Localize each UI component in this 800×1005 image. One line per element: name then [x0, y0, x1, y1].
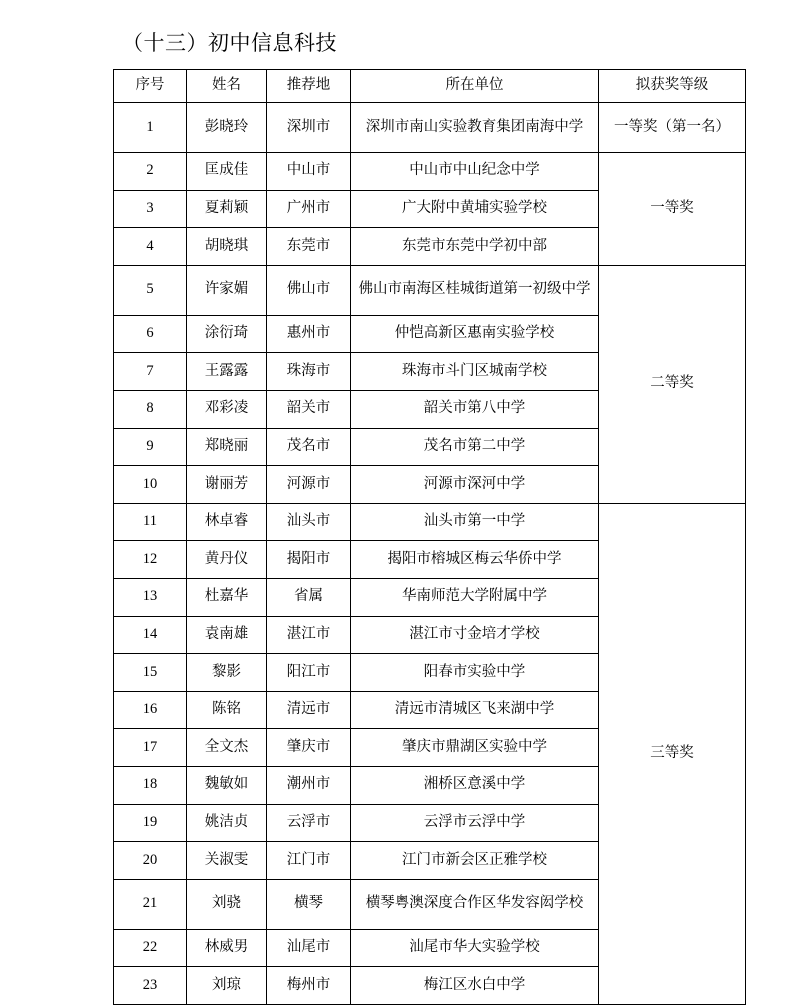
page-title: （十三）初中信息科技: [122, 31, 337, 55]
column-header-no: 序号: [114, 70, 187, 103]
cell-recommend-area: 横琴: [267, 879, 351, 929]
cell-work-unit: 江门市新会区正雅学校: [351, 842, 599, 880]
cell-work-unit: 湘桥区意溪中学: [351, 766, 599, 804]
cell-teacher-name: 魏敏如: [187, 766, 267, 804]
cell-sequence-number: 23: [114, 967, 187, 1005]
cell-sequence-number: 4: [114, 228, 187, 266]
cell-teacher-name: 夏莉颖: [187, 190, 267, 228]
cell-recommend-area: 湛江市: [267, 616, 351, 654]
cell-recommend-area: 汕头市: [267, 503, 351, 541]
cell-work-unit: 清远市清城区飞来湖中学: [351, 691, 599, 729]
cell-sequence-number: 7: [114, 353, 187, 391]
cell-award-level: 一等奖（第一名）: [599, 103, 746, 153]
cell-work-unit: 佛山市南海区桂城街道第一初级中学: [351, 265, 599, 315]
cell-recommend-area: 佛山市: [267, 265, 351, 315]
cell-work-unit: 中山市中山纪念中学: [351, 153, 599, 191]
cell-teacher-name: 林卓睿: [187, 503, 267, 541]
cell-recommend-area: 中山市: [267, 153, 351, 191]
cell-recommend-area: 梅州市: [267, 967, 351, 1005]
cell-sequence-number: 16: [114, 691, 187, 729]
cell-work-unit: 汕头市第一中学: [351, 503, 599, 541]
cell-recommend-area: 茂名市: [267, 428, 351, 466]
column-header-name: 姓名: [187, 70, 267, 103]
cell-sequence-number: 20: [114, 842, 187, 880]
cell-teacher-name: 刘骁: [187, 879, 267, 929]
cell-sequence-number: 18: [114, 766, 187, 804]
column-header-award: 拟获奖等级: [599, 70, 746, 103]
cell-award-level: 一等奖: [599, 153, 746, 266]
column-header-unit: 所在单位: [351, 70, 599, 103]
cell-recommend-area: 揭阳市: [267, 541, 351, 579]
cell-award-level: 三等奖: [599, 503, 746, 1004]
cell-work-unit: 广大附中黄埔实验学校: [351, 190, 599, 228]
cell-work-unit: 深圳市南山实验教育集团南海中学: [351, 103, 599, 153]
cell-recommend-area: 云浮市: [267, 804, 351, 842]
cell-recommend-area: 珠海市: [267, 353, 351, 391]
cell-teacher-name: 全文杰: [187, 729, 267, 767]
cell-work-unit: 肇庆市鼎湖区实验中学: [351, 729, 599, 767]
cell-teacher-name: 黎影: [187, 654, 267, 692]
column-header-area: 推荐地: [267, 70, 351, 103]
cell-recommend-area: 韶关市: [267, 390, 351, 428]
cell-sequence-number: 12: [114, 541, 187, 579]
cell-work-unit: 揭阳市榕城区梅云华侨中学: [351, 541, 599, 579]
cell-work-unit: 阳春市实验中学: [351, 654, 599, 692]
table-row: [114, 503, 746, 541]
cell-sequence-number: 10: [114, 466, 187, 504]
cell-recommend-area: 江门市: [267, 842, 351, 880]
cell-work-unit: 珠海市斗门区城南学校: [351, 353, 599, 391]
cell-sequence-number: 22: [114, 929, 187, 967]
cell-work-unit: 河源市深河中学: [351, 466, 599, 504]
cell-teacher-name: 彭晓玲: [187, 103, 267, 153]
cell-recommend-area: 清远市: [267, 691, 351, 729]
cell-recommend-area: 阳江市: [267, 654, 351, 692]
cell-sequence-number: 3: [114, 190, 187, 228]
cell-teacher-name: 匡成佳: [187, 153, 267, 191]
cell-sequence-number: 19: [114, 804, 187, 842]
cell-work-unit: 韶关市第八中学: [351, 390, 599, 428]
cell-sequence-number: 14: [114, 616, 187, 654]
cell-sequence-number: 6: [114, 315, 187, 353]
table-header-row: [114, 70, 746, 103]
cell-recommend-area: 肇庆市: [267, 729, 351, 767]
cell-recommend-area: 河源市: [267, 466, 351, 504]
award-recommendation-table: [113, 69, 746, 1005]
cell-work-unit: 云浮市云浮中学: [351, 804, 599, 842]
table-header: [114, 70, 746, 103]
cell-teacher-name: 关淑雯: [187, 842, 267, 880]
cell-sequence-number: 5: [114, 265, 187, 315]
cell-sequence-number: 17: [114, 729, 187, 767]
cell-sequence-number: 15: [114, 654, 187, 692]
cell-award-level: 二等奖: [599, 265, 746, 503]
cell-sequence-number: 21: [114, 879, 187, 929]
cell-teacher-name: 邓彩凌: [187, 390, 267, 428]
cell-work-unit: 湛江市寸金培才学校: [351, 616, 599, 654]
table-row: [114, 103, 746, 153]
cell-recommend-area: 汕尾市: [267, 929, 351, 967]
cell-teacher-name: 杜嘉华: [187, 578, 267, 616]
cell-recommend-area: 深圳市: [267, 103, 351, 153]
cell-sequence-number: 11: [114, 503, 187, 541]
cell-sequence-number: 1: [114, 103, 187, 153]
cell-recommend-area: 省属: [267, 578, 351, 616]
cell-teacher-name: 谢丽芳: [187, 466, 267, 504]
cell-recommend-area: 东莞市: [267, 228, 351, 266]
cell-recommend-area: 广州市: [267, 190, 351, 228]
cell-work-unit: 梅江区水白中学: [351, 967, 599, 1005]
cell-recommend-area: 惠州市: [267, 315, 351, 353]
cell-sequence-number: 13: [114, 578, 187, 616]
cell-teacher-name: 涂衍琦: [187, 315, 267, 353]
cell-teacher-name: 许家媚: [187, 265, 267, 315]
table-row: [114, 153, 746, 191]
cell-teacher-name: 郑晓丽: [187, 428, 267, 466]
cell-work-unit: 汕尾市华大实验学校: [351, 929, 599, 967]
cell-work-unit: 仲恺高新区惠南实验学校: [351, 315, 599, 353]
cell-work-unit: 横琴粤澳深度合作区华发容闳学校: [351, 879, 599, 929]
cell-teacher-name: 林威男: [187, 929, 267, 967]
cell-teacher-name: 袁南雄: [187, 616, 267, 654]
cell-teacher-name: 刘琼: [187, 967, 267, 1005]
cell-recommend-area: 潮州市: [267, 766, 351, 804]
cell-work-unit: 茂名市第二中学: [351, 428, 599, 466]
table-body: [114, 103, 746, 1005]
cell-teacher-name: 姚洁贞: [187, 804, 267, 842]
cell-work-unit: 东莞市东莞中学初中部: [351, 228, 599, 266]
cell-work-unit: 华南师范大学附属中学: [351, 578, 599, 616]
cell-teacher-name: 王露露: [187, 353, 267, 391]
cell-teacher-name: 陈铭: [187, 691, 267, 729]
table-row: [114, 265, 746, 315]
cell-sequence-number: 2: [114, 153, 187, 191]
cell-teacher-name: 胡晓琪: [187, 228, 267, 266]
cell-sequence-number: 8: [114, 390, 187, 428]
cell-sequence-number: 9: [114, 428, 187, 466]
cell-teacher-name: 黄丹仪: [187, 541, 267, 579]
